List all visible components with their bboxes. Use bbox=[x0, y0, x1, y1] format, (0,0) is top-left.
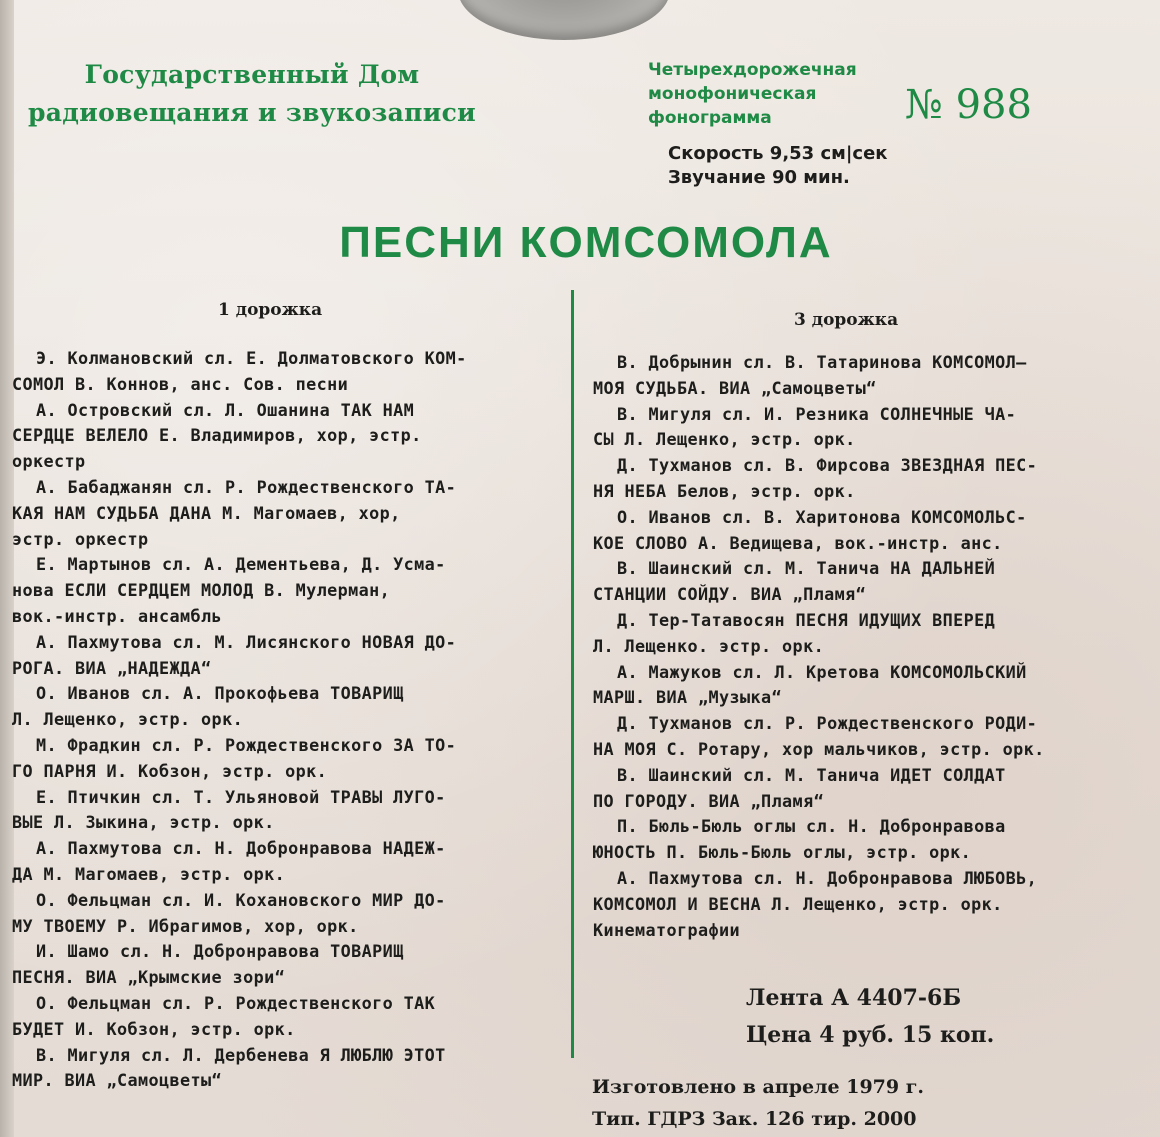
spindle-hole bbox=[458, 0, 670, 40]
song-line: И. Шамо сл. Н. Добронравова ТОВАРИЩ bbox=[36, 941, 404, 962]
song-line: А. Пахмутова сл. М. Лисянского НОВАЯ ДО- bbox=[36, 631, 457, 652]
song-line: ЮНОСТЬ П. Бюль-Бюль оглы, эстр. орк. bbox=[593, 842, 972, 863]
song-line: СТАНЦИИ СОЙДУ. ВИА „Пламя“ bbox=[593, 584, 867, 605]
play-duration: Звучание 90 мин. bbox=[668, 167, 850, 188]
song-line: НА МОЯ С. Ротару, хор мальчиков, эстр. орк. bbox=[593, 738, 1045, 759]
song-entry bbox=[593, 350, 1149, 402]
song-entry bbox=[12, 888, 560, 940]
song-line: Л. Лещенко. эстр. орк. bbox=[593, 635, 825, 656]
song-entry bbox=[12, 681, 560, 733]
song-line: МУ ТВОЕМУ Р. Ибрагимов, хор, орк. bbox=[12, 915, 359, 936]
song-line: В. Мигуля сл. И. Резника СОЛНЕЧНЫЕ ЧА- bbox=[617, 403, 1017, 424]
song-line: Д. Тер-Татавосян ПЕСНЯ ИДУЩИХ ВПЕРЕД bbox=[617, 609, 996, 630]
song-line: РОГА. ВИА „НАДЕЖДА“ bbox=[12, 657, 212, 678]
tape-info bbox=[746, 980, 1106, 1054]
song-line: СЫ Л. Лещенко, эстр. орк. bbox=[593, 429, 856, 450]
song-line: В. Добрынин сл. В. Татаринова КОМСОМОЛ— bbox=[617, 352, 1027, 372]
song-line: А. Островский сл. Л. Ошанина ТАК НАМ bbox=[36, 399, 415, 420]
print-run: Тип. ГДРЗ Зак. 126 тир. 2000 bbox=[592, 1108, 917, 1130]
song-line: БУДЕТ И. Кобзон, эстр. орк. bbox=[12, 1018, 296, 1039]
song-line: СОМОЛ В. Коннов, анс. Сов. песни bbox=[12, 373, 349, 394]
track-3-heading: 3 дорожка bbox=[794, 310, 899, 330]
song-line: МИР. ВИА „Самоцветы“ bbox=[12, 1070, 223, 1091]
song-entry bbox=[593, 660, 1149, 712]
song-line: Е. Птичкин сл. Т. Ульяновой ТРАВЫ ЛУГО- bbox=[36, 786, 446, 807]
format-line-2: монофоническая bbox=[648, 84, 817, 104]
song-line: О. Фельцман сл. И. Кохановского МИР ДО- bbox=[36, 889, 446, 910]
song-line: ДА М. Магомаев, эстр. орк. bbox=[12, 863, 286, 884]
song-entry bbox=[593, 556, 1149, 608]
song-line: МАРШ. ВИА „Музыка“ bbox=[593, 687, 783, 708]
song-line: Д. Тухманов сл. В. Фирсова ЗВЕЗДНАЯ ПЕС- bbox=[617, 455, 1038, 476]
song-line: ВЫЕ Л. Зыкина, эстр. орк. bbox=[12, 812, 275, 833]
song-line: П. Бюль-Бюль оглы сл. Н. Добронравова bbox=[617, 816, 1006, 837]
song-entry bbox=[12, 552, 560, 629]
song-line: КОМСОМОЛ И ВЕСНА Л. Лещенко, эстр. орк. bbox=[593, 893, 1003, 914]
track-1-song-list bbox=[12, 346, 560, 1094]
song-line: Л. Лещенко, эстр. орк. bbox=[12, 709, 244, 730]
song-entry bbox=[12, 1043, 560, 1095]
album-title: ПЕСНИ КОМСОМОЛА bbox=[339, 218, 833, 267]
song-line: МОЯ СУДЬБА. ВИА „Самоцветы“ bbox=[593, 377, 877, 398]
song-entry bbox=[593, 505, 1149, 557]
publisher-line-1: Государственный Дом bbox=[84, 60, 420, 89]
tape-specs bbox=[668, 142, 988, 190]
catalog-number: № 988 bbox=[905, 82, 1032, 128]
column-divider bbox=[571, 290, 574, 1058]
song-entry bbox=[12, 475, 560, 552]
song-entry bbox=[593, 453, 1149, 505]
song-line: ПЕСНЯ. ВИА „Крымские зори“ bbox=[12, 967, 286, 988]
song-line: А. Пахмутова сл. Н. Добронравова ЛЮБОВЬ, bbox=[617, 867, 1038, 888]
song-entry bbox=[12, 991, 560, 1043]
song-entry bbox=[593, 866, 1149, 943]
song-line: оркестр bbox=[12, 451, 86, 472]
publisher-name bbox=[22, 56, 482, 132]
song-line: КАЯ НАМ СУДЬБА ДАНА М. Магомаев, хор, bbox=[12, 502, 401, 523]
song-line: Кинематографии bbox=[593, 919, 741, 940]
track-3-song-list bbox=[593, 350, 1149, 943]
song-entry bbox=[593, 402, 1149, 454]
song-line: вок.-инстр. ансамбль bbox=[12, 605, 223, 626]
song-entry bbox=[12, 346, 560, 398]
song-entry bbox=[593, 608, 1149, 660]
phonogram-format bbox=[648, 58, 908, 130]
song-entry bbox=[12, 630, 560, 682]
manufacture-date: Изготовлено в апреле 1979 г. bbox=[592, 1076, 924, 1098]
format-line-1: Четырехдорожечная bbox=[648, 60, 857, 80]
imprint bbox=[592, 1071, 1152, 1135]
song-line: А. Бабаджанян сл. Р. Рождественского ТА- bbox=[36, 476, 457, 497]
song-line: А. Мажуков сл. Л. Кретова КОМСОМОЛЬСКИЙ bbox=[617, 661, 1027, 682]
song-line: Д. Тухманов сл. Р. Рождественского РОДИ- bbox=[617, 713, 1038, 734]
song-entry bbox=[12, 836, 560, 888]
publisher-line-2: радиовещания и звукозаписи bbox=[28, 98, 476, 127]
song-entry bbox=[593, 814, 1149, 866]
price: Цена 4 руб. 15 коп. bbox=[746, 1022, 995, 1048]
song-line: О. Иванов сл. А. Прокофьева ТОВАРИЩ bbox=[36, 683, 404, 704]
song-entry bbox=[12, 733, 560, 785]
song-line: эстр. оркестр bbox=[12, 528, 149, 549]
song-entry bbox=[12, 785, 560, 837]
tape-speed: Скорость 9,53 см|сек bbox=[668, 143, 888, 164]
song-line: О. Иванов сл. В. Харитонова КОМСОМОЛЬС- bbox=[617, 506, 1027, 527]
song-line: Э. Колмановский сл. Е. Долматовского КОМ- bbox=[36, 348, 467, 368]
song-entry bbox=[12, 939, 560, 991]
song-line: В. Шаинский сл. М. Танича НА ДАЛЬНЕЙ bbox=[617, 558, 996, 579]
song-line: В. Шаинский сл. М. Танича ИДЕТ СОЛДАТ bbox=[617, 764, 1006, 785]
song-line: ГО ПАРНЯ И. Кобзон, эстр. орк. bbox=[12, 760, 328, 781]
song-line: В. Мигуля сл. Л. Дербенева Я ЛЮБЛЮ ЭТОТ bbox=[36, 1044, 446, 1065]
song-line: КОЕ СЛОВО А. Ведищева, вок.-инстр. анс. bbox=[593, 532, 1003, 553]
song-line: СЕРДЦЕ ВЕЛЕЛО Е. Владимиров, хор, эстр. bbox=[12, 425, 422, 446]
song-line: А. Пахмутова сл. Н. Добронравова НАДЕЖ- bbox=[36, 838, 446, 859]
song-entry bbox=[593, 763, 1149, 815]
song-entry bbox=[593, 711, 1149, 763]
song-line: нова ЕСЛИ СЕРДЦЕМ МОЛОД В. Мулерман, bbox=[12, 580, 391, 601]
tape-number: Лента А 4407-6Б bbox=[746, 985, 962, 1011]
track-1-heading: 1 дорожка bbox=[218, 300, 323, 320]
song-line: Е. Мартынов сл. А. Дементьева, Д. Усма- bbox=[36, 554, 446, 575]
song-line: О. Фельцман сл. Р. Рождественского ТАК bbox=[36, 992, 436, 1013]
format-line-3: фонограмма bbox=[648, 108, 772, 128]
song-line: НЯ НЕБА Белов, эстр. орк. bbox=[593, 480, 856, 501]
song-line: ПО ГОРОДУ. ВИА „Пламя“ bbox=[593, 790, 825, 811]
song-line: М. Фрадкин сл. Р. Рождественского ЗА ТО- bbox=[36, 734, 457, 755]
song-entry bbox=[12, 398, 560, 475]
